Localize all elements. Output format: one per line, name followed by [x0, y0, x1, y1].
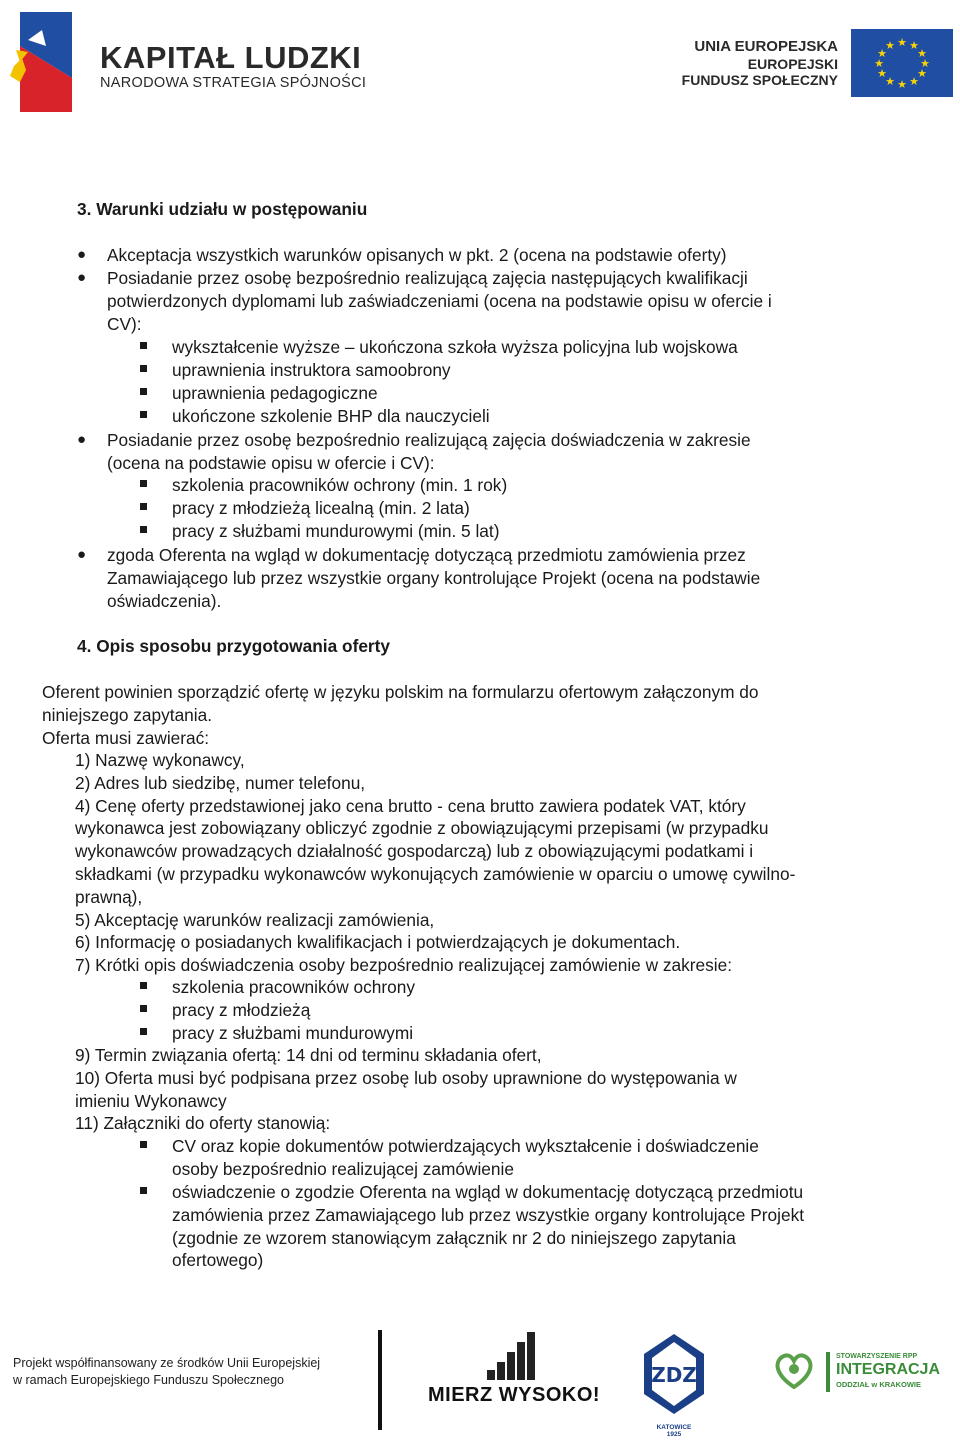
section4-heading: 4. Opis sposobu przygotowania oferty: [77, 636, 391, 656]
svg-text:★: ★: [917, 67, 927, 80]
bullet-dot-icon: ●: [77, 246, 87, 263]
zdz-caption: KATOWICE 1925: [656, 1424, 692, 1438]
section3-item2-sub3: uprawnienia pedagogiczne: [172, 383, 378, 403]
eu-logo-line2: EUROPEJSKI: [747, 56, 838, 72]
point-5: 5) Akceptację warunków realizacji zamówienia,: [75, 909, 435, 930]
mierz-wysoko-slogan: MIERZ WYSOKO!: [428, 1384, 601, 1406]
point7-sub1: szkolenia pracowników ochrony: [172, 977, 416, 997]
square-bullet-icon: [140, 526, 147, 533]
section4-points: [75, 749, 899, 977]
square-bullet-icon: [140, 388, 147, 395]
mierz-wysoko-logo-icon: [485, 1330, 545, 1382]
square-bullet-icon: [140, 1028, 147, 1035]
point-6: 6) Informację o posiadanych kwalifikacjach i potwierdzających je dokumentach.: [75, 932, 681, 953]
heart-hands-logo-icon: [770, 1345, 818, 1393]
section3-item3-sub1: szkolenia pracowników ochrony (min. 1 rok): [172, 475, 508, 495]
svg-text:★: ★: [897, 78, 907, 91]
section4-points-cont: [75, 1044, 899, 1135]
point-1: 1) Nazwę wykonawcy,: [75, 750, 245, 770]
bullet-dot-icon: ●: [77, 546, 87, 563]
bullet-dot-icon: ●: [77, 269, 87, 286]
point-4: 4) Cenę oferty przedstawionej jako cena brutto - cena brutto zawiera podatek VAT, który wykonawca jest zobowiązany obliczyć zgodnie z obowiązującymi przepisami (w przypadku wykonawców prowadzących działalność gospodarczą) lub z obowiązującymi podatkami i składkami (w przypadku wykonawców wykonujących zamówienie w oparciu o umowę cywilno- prawną),: [75, 795, 796, 907]
svg-text:★: ★: [874, 57, 884, 70]
square-bullet-icon: [140, 1187, 147, 1194]
footer-divider: [378, 1330, 382, 1430]
integracja-name: INTEGRACJA: [836, 1361, 941, 1378]
svg-text:★: ★: [897, 36, 907, 49]
svg-text:★: ★: [909, 39, 919, 52]
square-bullet-icon: [140, 1141, 147, 1148]
point7-sub2: pracy z młodzieżą: [172, 1000, 311, 1020]
square-bullet-icon: [140, 1005, 147, 1012]
section3-item2: Posiadanie przez osobę bezpośrednio realizującą zajęcia następujących kwalifikacji potwierdzonych dyplomami lub zaświadczeniami (ocena na podstawie opisu w ofercie i CV):: [107, 268, 772, 334]
kapital-ludzki-title: KAPITAŁ LUDZKI: [100, 40, 362, 75]
section3-item3: Posiadanie przez osobę bezpośrednio realizującą zajęcia doświadczenia w zakresie (ocena na podstawie opisu w ofercie i CV):: [107, 430, 751, 473]
section3-item4: zgoda Oferenta na wgląd w dokumentację dotyczącą przedmiotu zamówienia przez Zamawiającego lub przez wszystkie organy kontrolujące Projekt (ocena na podstawie oświadczenia).: [107, 545, 761, 611]
footer-cofinanced-line1: Projekt współfinansowany ze środków Unii Europejskiej: [13, 1356, 321, 1370]
eu-logo-line3: FUNDUSZ SPOŁECZNY: [681, 72, 838, 88]
section3-item2-sub2: uprawnienia instruktora samoobrony: [172, 360, 451, 380]
svg-text:★: ★: [917, 47, 927, 60]
square-bullet-icon: [140, 365, 147, 372]
svg-text:★: ★: [909, 75, 919, 88]
point-7: 7) Krótki opis doświadczenia osoby bezpośrednio realizującej zamówienie w zakresie:: [75, 955, 733, 976]
point11-sub2: oświadczenie o zgodzie Oferenta na wgląd w dokumentację dotyczącą przedmiotu zamówienia przez Zamawiającego lub przez wszystkie organy kontrolujące Projekt (zgodnie ze wzorem stanowiącym załącznik nr 2 do niniejszego zapytania ofertowego): [172, 1182, 805, 1271]
footer-cofinanced-line2: w ramach Europejskiego Funduszu Społecznego: [13, 1373, 284, 1387]
section3-item1: Akceptacja wszystkich warunków opisanych w pkt. 2 (ocena na podstawie oferty): [107, 245, 727, 265]
svg-text:★: ★: [885, 75, 895, 88]
square-bullet-icon: [140, 480, 147, 487]
kapital-ludzki-logo-icon: [6, 6, 74, 114]
square-bullet-icon: [140, 411, 147, 418]
section3-item3-sub3: pracy z służbami mundurowymi (min. 5 lat): [172, 521, 500, 541]
point11-sub1: CV oraz kopie dokumentów potwierdzających wykształcenie i doświadczenie osoby bezpośrednio realizującej zamówienie: [172, 1136, 759, 1179]
eu-logo-line1: UNIA EUROPEJSKA: [694, 38, 838, 55]
section3-item3-sub2: pracy z młodzieżą licealną (min. 2 lata): [172, 498, 470, 518]
kapital-ludzki-subtitle: NARODOWA STRATEGIA SPÓJNOŚCI: [100, 75, 367, 91]
svg-text:★: ★: [877, 47, 887, 60]
svg-text:★: ★: [877, 67, 887, 80]
square-bullet-icon: [140, 503, 147, 510]
point-2: 2) Adres lub siedzibę, numer telefonu,: [75, 772, 366, 793]
integracja-branch: ODDZIAŁ w KRAKOWIE: [836, 1380, 921, 1389]
point-9: 9) Termin związania ofertą: 14 dni od terminu składania ofert,: [75, 1045, 542, 1065]
section3-item2-sub4: ukończone szkolenie BHP dla nauczycieli: [172, 406, 490, 426]
svg-text:★: ★: [920, 57, 930, 70]
point7-sub3: pracy z służbami mundurowymi: [172, 1023, 414, 1043]
eu-flag-icon: [851, 29, 953, 97]
section4-intro: Oferent powinien sporządzić ofertę w języku polskim na formularzu ofertowym załączonym do niniejszego zapytania. Oferta musi zawierać:: [42, 682, 759, 748]
integracja-org-small: STOWARZYSZENIE RPP: [836, 1353, 918, 1360]
section3-heading: 3. Warunki udziału w postępowaniu: [77, 199, 368, 219]
square-bullet-icon: [140, 982, 147, 989]
bullet-dot-icon: ●: [77, 431, 87, 448]
svg-text:ZDZ: ZDZ: [651, 1363, 697, 1387]
zdz-logo-icon: [640, 1332, 708, 1420]
svg-text:★: ★: [885, 39, 895, 52]
section3-item2-sub1: wykształcenie wyższe – ukończona szkoła wyższa policyjna lub wojskowa: [172, 337, 738, 357]
point-11: 11) Załączniki do oferty stanowią:: [75, 1113, 331, 1134]
point-10: 10) Oferta musi być podpisana przez osobę lub osoby uprawnione do występowania w imieniu Wykonawcy: [75, 1067, 737, 1111]
square-bullet-icon: [140, 342, 147, 349]
